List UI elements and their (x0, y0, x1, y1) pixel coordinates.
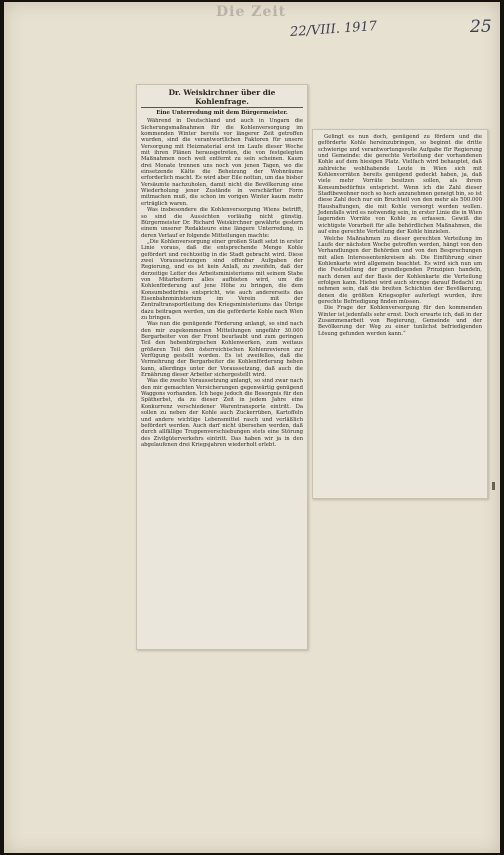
clipping-left-column (136, 84, 308, 650)
paragraph: Während in Deutschland und auch in Ungarn die Sicherungsmaßnahmen für die Kohlenversorgung im kommenden Winter bereits vor längerer Zeit getroffen wurden, sind die verantwortlichen Faktoren für unsere Versorgung mit Heizmaterial erst im Laufe dieser Woche mit ihren Plänen herausgetreten, die von festgelegten Maßnahmen noch weit entfernt zu sein scheinen. Kaum drei Monate trennen uns noch von jenen Tagen, wo die einsetzende Kälte die Beheizung der Wohnräume erforderlich macht. Es wird aber Eile nottun, um das bisher Versäumte nachzuholen, damit nicht die Bevölkerung eine Wiederholung jener Zustände in verschärfter Form mitmachen muß, die schon im vorigen Winter kaum mehr erträglich waren. (141, 118, 303, 207)
paragraph: Was nun die genügende Förderung anlangt, so sind nach den mir zugekommenen Mitteilungen ungefähr 30.000 Bergarbeiter von der Front beurlaubt und zum geringen Teil den hebenbürgischen Kohlenwerken, zum weitaus größeren Teil den österreichischen Kohlenrevieren zur Verfügung gestellt worden. Es ist zweifellos, daß die Vermehrung der Bergarbeiter die Kohlenförderung heben kann, allerdings unter der Voraussetzung, daß auch die Ernährung dieser Arbeiter sichergestellt wird. (141, 321, 303, 379)
newspaper-masthead: Die Zeit (216, 4, 287, 20)
paragraph: Was die zweite Voraussetzung anlangt, so sind zwar nach den mir gemachten Versicherungen gegenwärtig genügend Waggons vorhanden. Ich hege jedoch die Besorgnis für den Spätherbst, da zu dieser Zeit in jedem Jahre eine Konkurrenz verschiedener Warentransporte eintritt. Da sollen zu neben der Kohle auch Zuckerrüben, Kartoffeln und andere wichtige Lebensmittel rasch und verläßlich befördert werden. Auch darf nicht übersehen werden, daß durch allfällige Truppenverschiebungen stets eine Störung des Zivilgüterverkehrs eintritt. Das haben wir ja in den abgelaufenen drei Kriegsjahren wiederholt erlebt. (141, 378, 303, 448)
archive-page (4, 2, 500, 853)
paragraph: Was insbesondere die Kohlenversorgung Wiens betrifft, so sind die Aussichten vorläufig nicht günstig. Bürgermeister Dr. Richard Weiskirchner gewährte gestern einem unserer Redakteure eine längere Unterredung, in deren Verlauf er folgende Mitteilungen machte: (141, 207, 303, 239)
margin-mark (492, 482, 495, 490)
paragraph: Gelingt es nun doch, genügend zu fördern und die geförderte Kohle hereinzubringen, so beginnt die dritte schwierige und verantwortungsvolle Aufgabe für Regierung und Gemeinde: die gerechte Verteilung der vorhandenen Kohle auf dem hiesigen Platz. Vielfach wird behauptet, daß zahlreiche wohlhabende Leute in Wien sich mit Kohlenvorräten bereits genügend gedeckt haben, ja, daß viele mehr Vorräte besitzen sollen, als ihrem Konsumbedürfnis entspricht. Wenn ich die Zahl dieser Stadtbewohner noch so hoch anzunehmen geneigt bin, so ist diese Zahl doch nur ein Bruchteil von den mehr als 500.000 Haushaltungen, die mit Kohle versorgt werden wollen. Jedenfalls wird es notwendig sein, in erster Linie die in Wien lagernden Vorräte von Kohle zu erfassen. Gewiß die wichtigste Vorarbeit für alle behördlichen Maßnahmen, die auf eine gerechte Verteilung der Kohle hinzielen. (318, 134, 482, 236)
paragraph: „Die Kohlenversorgung einer großen Stadt setzt in erster Linie voraus, daß die entsprechende Menge Kohle gefördert und rechtzeitig in die Stadt gebracht wird. Diese zwei Voraussetzungen sind offenbar Aufgaben der Regierung, und es ist kein Anlaß, zu zweifeln, daß der derzeitige Leiter des Arbeitsministeriums mit seinem Stabe von Mitarbeitern alles aufbieten wird, um die Kohlenförderung auf jene Höhe zu bringen, die dem Konsumbedürfnis entspricht, wie auch andererseits das Eisenbahnministerium im Verein mit der Zentraltransportleitung des Kriegsministeriums das Übrige dazu beitragen werden, um die geförderte Kohle nach Wien zu bringen. (141, 238, 303, 321)
clipping-right-column (312, 129, 488, 499)
handwritten-page-number: 25 (470, 17, 492, 37)
handwritten-date: 22/VIII. 1917 (289, 18, 378, 41)
article-title: Dr. Weiskirchner über die Kohlenfrage. (141, 88, 303, 108)
article-subtitle: Eine Unterredung mit dem Bürgermeister. (156, 110, 288, 116)
paragraph: Welche Maßnahmen zu dieser gerechten Verteilung im Laufe der nächsten Woche getroffen werden, hängt von den Verhandlungen der Behörden und von den Besprechungen mit allen Interessentenkreisen ab. Die Einführung einer Kohlenkarte wird allgemein beachtet. Es wird sich nun um die Feststellung der grundlegenden Prinzipien handeln, nach denen auf der Basis der Kohlenkarte die Verteilung erfolgen kann. Hiebei wird auch strenge darauf Bedacht zu nehmen sein, daß die breiten Schichten der Bevölkerung, denen die größten Kriegsopfer auferlegt wurden, ihre gerechte Befriedigung finden müssen. (318, 235, 482, 305)
paragraph: Die Frage der Kohlenversorgung für den kommenden Winter ist jedenfalls sehr ernst. Doch erwarte ich, daß in der Zusammenarbeit von Regierung, Gemeinde und der Bevölkerung der Weg zu einer tunlichst befriedigenden Lösung gefunden werden kann.“ (318, 305, 482, 337)
